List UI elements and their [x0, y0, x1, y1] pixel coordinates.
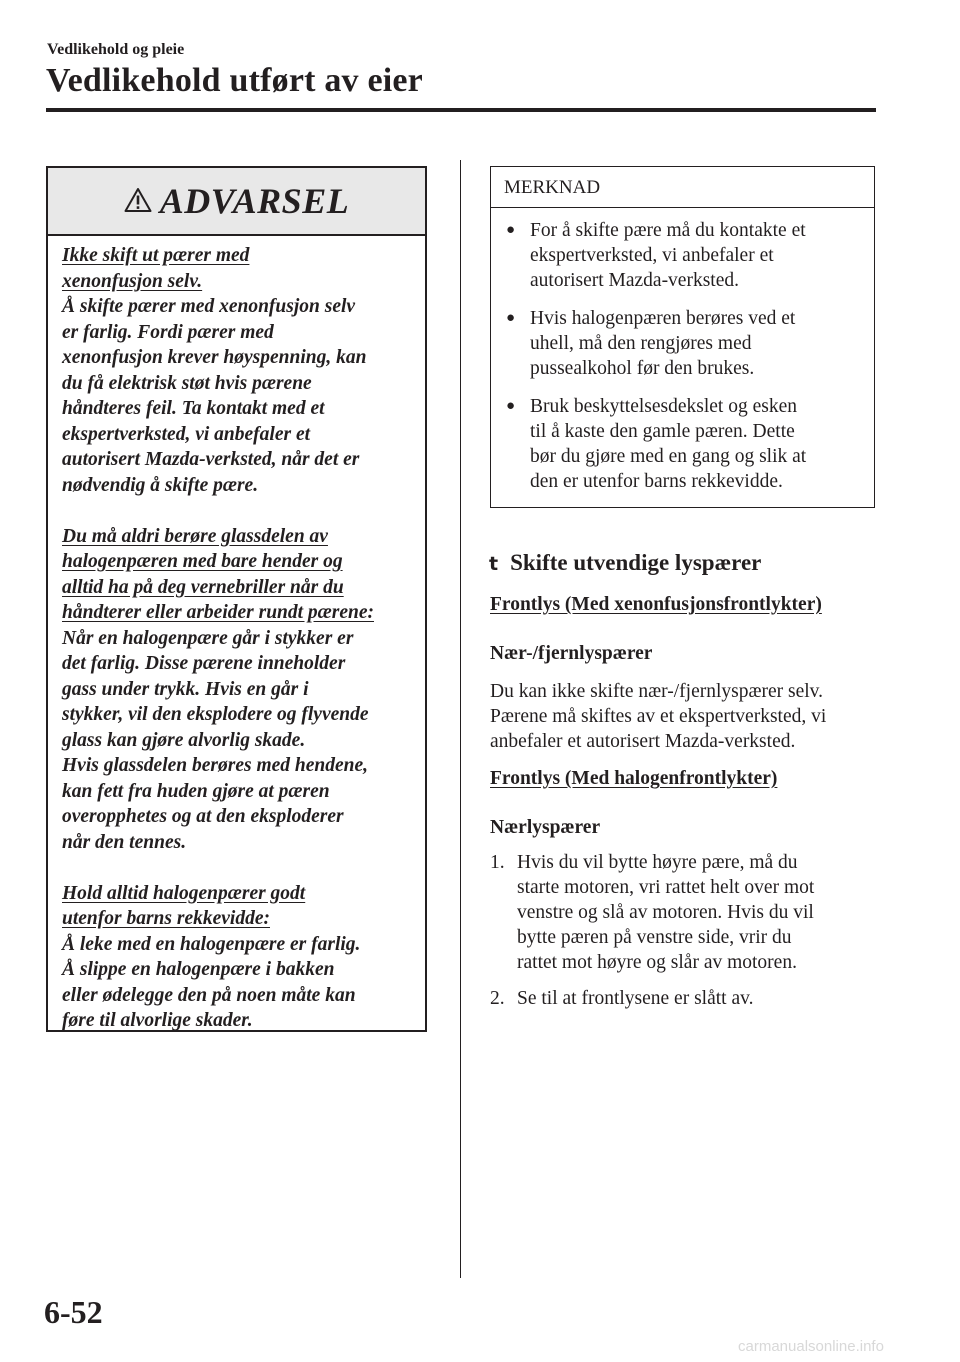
warning-header: [48, 168, 425, 236]
note-line: For å skifte pære må du kontakte et: [530, 220, 806, 241]
warning-line: Å leke med en halogenpære er farlig.: [62, 933, 361, 955]
note-line: Hvis halogenpæren berøres ved et: [530, 308, 796, 329]
page-title: Vedlikehold utført av eier: [46, 62, 423, 99]
warning-emphasis-line: alltid ha på deg vernebriller når du: [62, 576, 344, 598]
warning-triangle-icon: [124, 187, 152, 213]
warning-line: stykker, vil den eksplodere og flyvende: [62, 704, 369, 725]
note-line: bør du gjøre med en gang og slik at: [530, 446, 807, 467]
warning-line: du få elektrisk støt hvis pærene: [62, 372, 312, 394]
note-line: den er utenfor barns rekkevidde.: [530, 471, 783, 492]
warning-line: nødvendig å skifte pære.: [62, 474, 259, 496]
step-number: 2.: [490, 988, 505, 1009]
warning-emphasis-line: Ikke skift ut pærer med: [62, 245, 250, 266]
step-line: starte motoren, vri rattet helt over mot: [517, 877, 815, 898]
step-number: 1.: [490, 852, 505, 873]
warning-emphasis-line: håndterer eller arbeider rundt pærene:: [62, 602, 374, 623]
warning-line: når den tennes.: [62, 831, 187, 853]
warning-line: autorisert Mazda-verksted, når det er: [62, 449, 360, 470]
step-line: Se til at frontlysene er slått av.: [517, 988, 754, 1009]
watermark: carmanualsonline.info: [738, 1338, 884, 1355]
step-line: Hvis du vil bytte høyre pære, må du: [517, 852, 798, 873]
note-line: Bruk beskyttelsesdekslet og esken: [530, 396, 797, 417]
header-rule: [46, 108, 876, 112]
step-line: bytte pæren på venstre side, vrir du: [517, 927, 792, 948]
warning-line: gass under trykk. Hvis en går i: [62, 678, 309, 700]
note-line: ekspertverksted, vi anbefaler et: [530, 245, 774, 266]
warning-emphasis-line: Du må aldri berøre glassdelen av: [62, 525, 328, 547]
note-box: [490, 166, 875, 508]
warning-emphasis-line: halogenpæren med bare hender og: [62, 551, 343, 572]
note-list: [491, 208, 874, 494]
note-line: pussealkohol før den brukes.: [530, 358, 755, 379]
warning-line: kan fett fra huden gjøre at pæren: [62, 780, 330, 802]
section-marker-icon: t: [489, 553, 499, 575]
step-item: [490, 850, 880, 975]
paragraph-xenon: [490, 679, 826, 754]
bullet-icon: ●: [506, 398, 516, 414]
step-line: venstre og slå av motoren. Hvis du vil: [517, 902, 814, 923]
note-item: [506, 394, 874, 494]
warning-line: er farlig. Fordi pærer med: [62, 321, 274, 343]
warning-line: Å slippe en halogenpære i bakken: [62, 959, 335, 980]
subheading-xenon: Frontlys (Med xenonfusjonsfrontlykter): [490, 594, 822, 615]
bullet-icon: ●: [506, 310, 516, 326]
warning-line: Å skifte pærer med xenonfusjon selv: [62, 296, 356, 317]
page-number: 6-52: [44, 1294, 103, 1330]
note-item: [506, 218, 874, 293]
subheading-low-beam: Nærlyspærer: [490, 817, 601, 838]
warning-emphasis-line: Hold alltid halogenpærer godt: [62, 882, 306, 904]
warning-line: glass kan gjøre alvorlig skade.: [62, 729, 306, 751]
running-header-section: Vedlikehold og pleie: [47, 41, 185, 58]
warning-line: overopphetes og at den eksploderer: [62, 806, 344, 827]
warning-line: det farlig. Disse pærene inneholder: [62, 653, 346, 674]
subheading-low-high-beam: Nær-/fjernlyspærer: [490, 643, 653, 664]
note-line: til å kaste den gamle pæren. Dette: [530, 421, 795, 442]
warning-line: Hvis glassdelen berøres med hendene,: [62, 755, 369, 776]
paragraph-line: Du kan ikke skifte nær-/fjernlyspærer selv.: [490, 681, 824, 702]
bullet-icon: ●: [506, 222, 516, 238]
step-item: [490, 986, 880, 1011]
note-line: autorisert Mazda-verksted.: [530, 270, 739, 291]
column-divider: [460, 160, 461, 1278]
warning-line: føre til alvorlige skader.: [62, 1010, 253, 1031]
note-line: uhell, må den rengjøres med: [530, 333, 752, 354]
subheading-halogen: Frontlys (Med halogenfrontlykter): [490, 768, 778, 789]
warning-line: ekspertverksted, vi anbefaler et: [62, 423, 311, 445]
warning-title: ADVARSEL: [159, 181, 350, 221]
warning-box: [46, 166, 427, 1032]
steps-list: [490, 850, 880, 1022]
warning-line: Når en halogenpære går i stykker er: [62, 627, 354, 649]
note-item: [506, 306, 874, 381]
paragraph-line: Pærene må skiftes av et ekspertverksted, vi: [490, 706, 827, 727]
note-title: MERKNAD: [491, 167, 874, 208]
warning-line: håndteres feil. Ta kontakt med et: [62, 398, 325, 419]
warning-emphasis-line: utenfor barns rekkevidde:: [62, 908, 270, 929]
warning-emphasis-line: xenonfusjon selv.: [62, 270, 203, 292]
step-line: rattet mot høyre og slår av motoren.: [517, 952, 797, 973]
paragraph-line: anbefaler et autorisert Mazda-verksted.: [490, 731, 796, 752]
section-title: Skifte utvendige lyspærer: [510, 550, 762, 575]
warning-line: eller ødelegge den på noen måte kan: [62, 984, 356, 1006]
section-heading: [489, 550, 761, 576]
warning-body: [48, 236, 425, 1034]
warning-line: xenonfusjon krever høyspenning, kan: [62, 347, 367, 368]
